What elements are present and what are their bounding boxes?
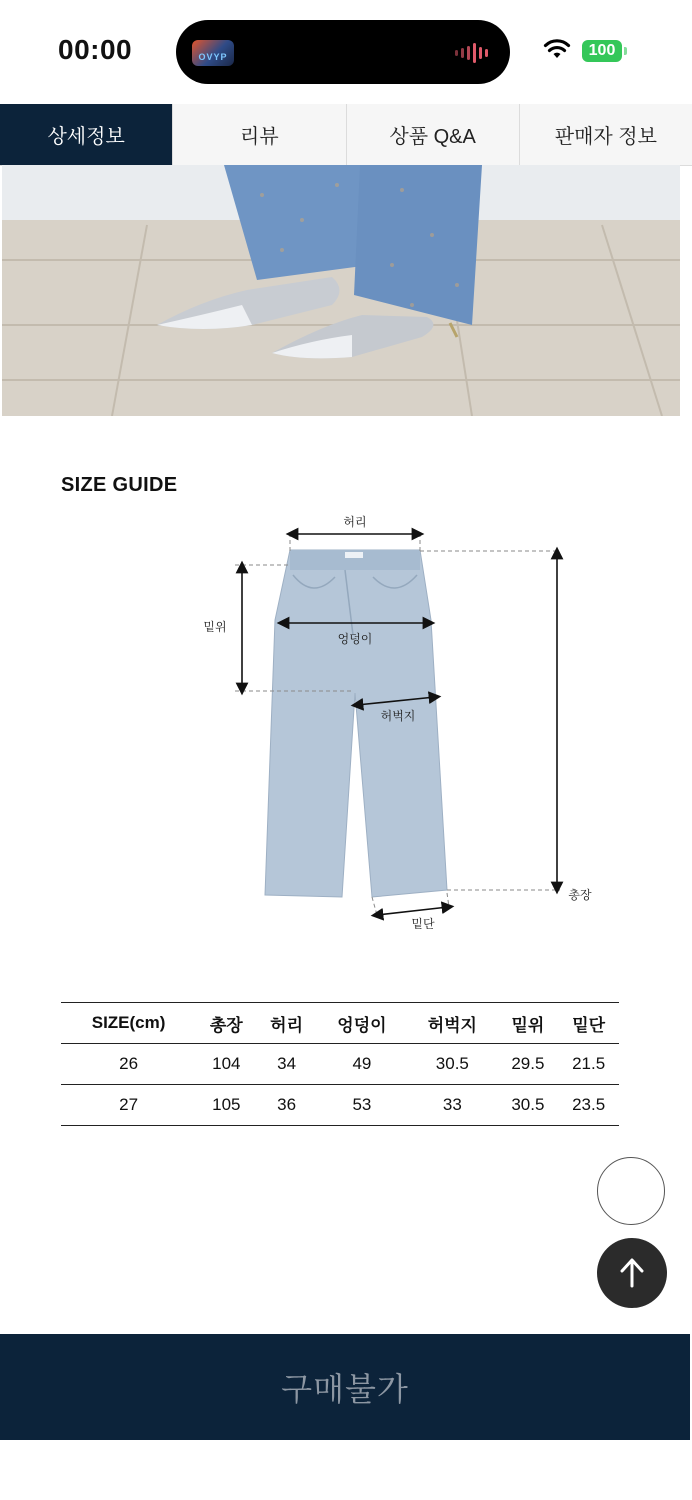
size-table-header: SIZE(cm) xyxy=(61,1003,196,1044)
size-table-header: 밑위 xyxy=(498,1003,559,1044)
floating-action-button[interactable] xyxy=(597,1157,665,1225)
tab-detail-info[interactable]: 상세정보 xyxy=(0,104,172,165)
waist-label: 허리 xyxy=(343,515,367,529)
table-cell: 104 xyxy=(196,1044,256,1085)
wifi-icon xyxy=(543,38,571,60)
arrow-up-icon xyxy=(618,1257,646,1289)
now-playing-artwork xyxy=(192,40,234,66)
table-cell: 36 xyxy=(256,1085,316,1126)
waveform-icon xyxy=(455,42,488,64)
size-table-header: 밑단 xyxy=(558,1003,619,1044)
hem-label: 밑단 xyxy=(411,917,435,931)
table-cell: 34 xyxy=(256,1044,316,1085)
size-guide-diagram xyxy=(195,505,615,945)
table-cell: 49 xyxy=(317,1044,407,1085)
size-table xyxy=(61,1002,619,1126)
table-cell: 21.5 xyxy=(558,1044,619,1085)
table-row xyxy=(61,1085,619,1126)
hem-arrow xyxy=(377,907,448,915)
size-table-header: 허리 xyxy=(256,1003,316,1044)
size-table-header: 총장 xyxy=(196,1003,256,1044)
dynamic-island[interactable] xyxy=(176,20,510,84)
detail-tabs xyxy=(0,104,692,166)
status-time: 00:00 xyxy=(58,34,133,65)
battery-tip xyxy=(624,47,627,55)
table-cell: 105 xyxy=(196,1085,256,1126)
tab-reviews[interactable]: 리뷰 xyxy=(172,104,345,165)
table-cell: 23.5 xyxy=(558,1085,619,1126)
size-table-header: 엉덩이 xyxy=(317,1003,407,1044)
table-cell: 30.5 xyxy=(498,1085,559,1126)
now-playing-art-text: OVYP xyxy=(198,52,228,62)
table-row xyxy=(61,1044,619,1085)
table-cell: 53 xyxy=(317,1085,407,1126)
table-cell: 33 xyxy=(407,1085,497,1126)
purchase-unavailable-button[interactable]: 구매불가 xyxy=(0,1334,690,1440)
hip-label: 엉덩이 xyxy=(337,632,373,646)
battery-icon: 100 xyxy=(582,40,622,62)
size-table-header-row xyxy=(61,1003,619,1044)
status-bar xyxy=(0,0,692,104)
pants-illustration xyxy=(265,550,447,897)
table-cell: 27 xyxy=(61,1085,196,1126)
table-cell: 30.5 xyxy=(407,1044,497,1085)
scroll-to-top-button[interactable] xyxy=(597,1238,667,1308)
tab-seller-info[interactable]: 판매자 정보 xyxy=(519,104,692,165)
total-length-label: 총장 xyxy=(568,888,592,902)
table-cell: 26 xyxy=(61,1044,196,1085)
tab-product-qna[interactable]: 상품 Q&A xyxy=(346,104,519,165)
rise-label: 밑위 xyxy=(203,620,227,634)
size-table-header: 허벅지 xyxy=(407,1003,497,1044)
thigh-label: 허벅지 xyxy=(380,709,416,723)
table-cell: 29.5 xyxy=(498,1044,559,1085)
product-photo xyxy=(2,165,680,416)
size-guide-title: SIZE GUIDE xyxy=(61,474,178,496)
